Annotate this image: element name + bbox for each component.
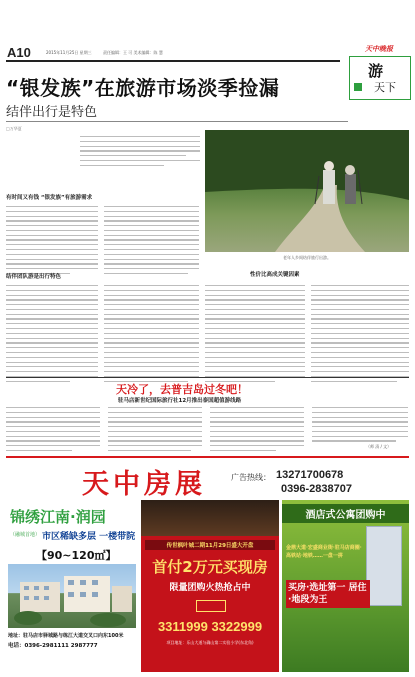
center-ad-sub: 限量团购火热抢占中 — [169, 583, 251, 593]
body-col1-b — [6, 285, 98, 385]
subhead: 结伴出行是特色 — [6, 105, 98, 120]
section-title-1: 有时间又有钱 “银发族”有旅游需求 — [6, 195, 93, 201]
project-name: 锦绣江南·润园 — [10, 508, 106, 526]
project-tel: 电话：0396-2981111 2987777 — [8, 643, 98, 649]
center-ad-address: 项目地址：乐山大道与确山第二实验小学(东北角) — [166, 640, 254, 645]
byline: □万华夏 — [6, 126, 22, 131]
body-col2-b — [104, 285, 199, 385]
right-ad-building — [366, 526, 402, 606]
promo-col3 — [210, 407, 304, 455]
center-ad-logo — [196, 600, 226, 612]
center-ad — [141, 500, 279, 672]
center-ad-main: 首付2万元买现房 — [152, 558, 268, 576]
project-area: 【90~120㎡】 — [36, 549, 117, 562]
photo-scene — [205, 130, 409, 252]
masthead-logo — [348, 44, 410, 54]
building-render — [8, 564, 136, 628]
editor-line: 责任编辑：王 可 美术编辑：陈 慧 — [103, 50, 163, 55]
right-ad-desc: 金鼎大道·宏盛商业街·驻马店商圈·高铁站·地铁……一盘一拼 — [286, 545, 362, 559]
promo-col4 — [312, 407, 408, 445]
center-ad-phone: 3311999 3322999 — [157, 619, 263, 634]
center-ad-banner: 传世枫叶城二期11月29日盛大开盘 — [145, 540, 275, 550]
project-image — [8, 564, 136, 628]
house-ad-title: 天中房展 — [82, 469, 206, 500]
promo-subline: 驻马店新世纪国际旅行社12月推出泰国超值游线路 — [118, 398, 242, 404]
hotline-phone-2: 0396-2838707 — [281, 483, 352, 495]
section-title-3: 性价比高成关键因素 — [250, 272, 300, 278]
date-line: 2015年11月25日 星期三 — [46, 50, 92, 55]
promo-box — [6, 377, 409, 454]
header-rule — [6, 60, 340, 62]
body-col4 — [311, 285, 409, 385]
section-name: 游 — [368, 62, 384, 80]
left-ad — [6, 500, 138, 672]
logo-text: 天中晚报 — [365, 44, 393, 53]
center-ad-top — [141, 500, 279, 536]
headline: “银发族”在旅游市场淡季捡漏 — [6, 76, 280, 100]
promo-col2 — [108, 407, 202, 455]
lead-text — [80, 136, 200, 169]
promo-credit: （师 清 / 文） — [366, 444, 392, 449]
right-ad — [282, 500, 409, 672]
section-corner-mark — [354, 83, 362, 91]
photo-caption: 老年人乡间结伴旅行出游。 — [283, 255, 331, 260]
promo-headline: 天冷了，去普吉岛过冬吧！ — [116, 383, 248, 396]
article-photo — [205, 130, 409, 252]
headline-rule — [6, 121, 348, 122]
body-col1-a — [6, 206, 98, 278]
house-ad-banner — [6, 456, 409, 500]
body-col2-a — [104, 206, 199, 278]
body-col3 — [205, 285, 305, 385]
page-number: A10 — [7, 45, 31, 60]
right-ad-title: 酒店式公寓团购中 — [282, 504, 409, 523]
project-tag: （融城首地） — [10, 532, 41, 538]
promo-col1 — [6, 407, 100, 455]
hotline-label: 广告热线： — [231, 473, 271, 482]
section-box — [349, 56, 411, 100]
project-slogan: 市区稀缺多层 一楼带院 — [42, 532, 136, 542]
hotline-phone-1: 13271700678 — [276, 469, 344, 481]
right-ad-slogan: 买房·选址第一 居住·地段为王 — [286, 580, 370, 608]
section-title-2: 结伴团队游是出行特色 — [6, 274, 62, 280]
project-address: 地址：驻马店市驿城路与练江大道交叉口向东100米 — [8, 633, 124, 639]
section-name-sub: 天下 — [374, 81, 396, 94]
